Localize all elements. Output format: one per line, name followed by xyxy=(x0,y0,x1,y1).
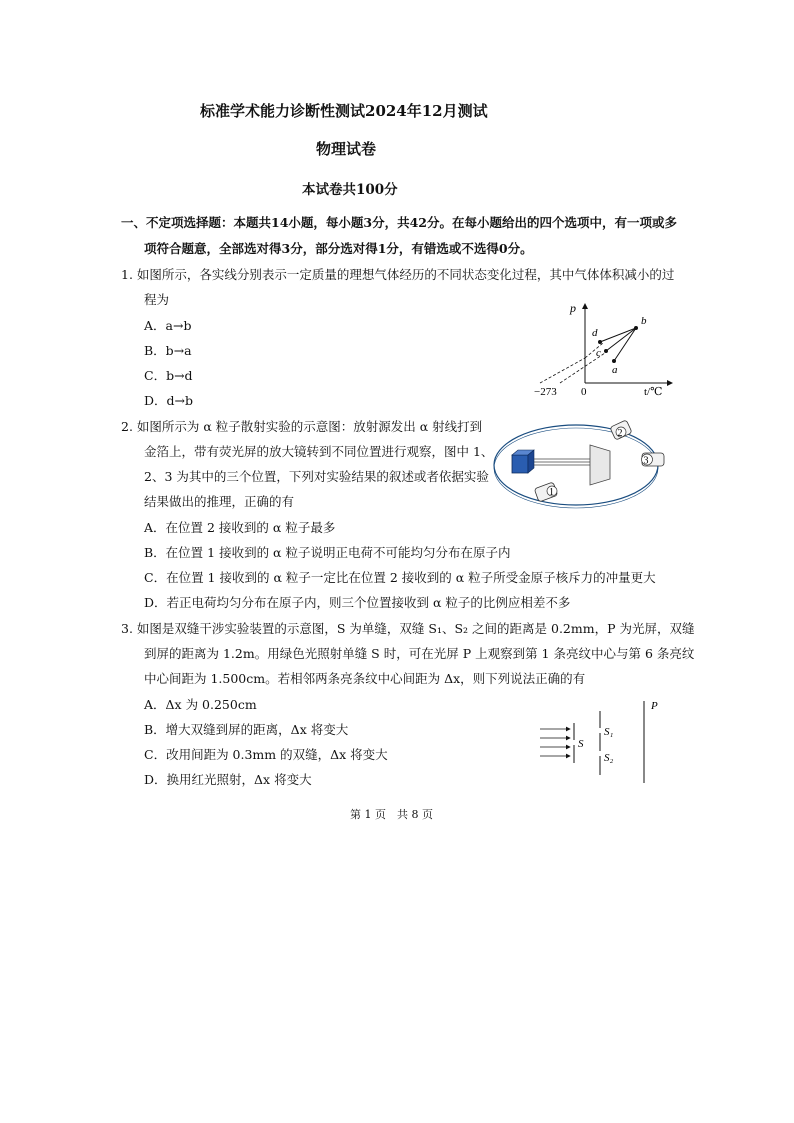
q1-option-c: C．b→d xyxy=(144,368,193,383)
q2-stem-line3: 2、3 为其中的三个位置，下列对实验结果的叙述或者依据实验 xyxy=(144,469,489,484)
q2-option-c: C．在位置 1 接收到的 α 粒子一定比在位置 2 接收到的 α 粒子所受金原子核斥力的冲量更大 xyxy=(144,570,656,585)
q2-option-b: B．在位置 1 接收到的 α 粒子说明正电荷不可能均匀分布在原子内 xyxy=(144,545,511,560)
label-c: c xyxy=(596,347,601,359)
q3-option-d: D．换用红光照射，Δx 将变大 xyxy=(144,772,312,787)
label-s1: S₁ xyxy=(604,726,614,738)
q1-stem-line1: 1. 如图所示，各实线分别表示一定质量的理想气体经历的不同状态变化过程，其中气体体积减小的过 xyxy=(121,267,675,282)
t-axis-label: t/℃ xyxy=(644,386,663,398)
origin-label: 0 xyxy=(581,386,587,398)
line-d-b xyxy=(600,328,636,342)
q3-stem-line1: 3. 如图是双缝干涉实验装置的示意图，S 为单缝，双缝 S₁、S₂ 之间的距离是 0.2mm，P 为光屏，双缝 xyxy=(121,621,695,636)
point-d xyxy=(598,340,602,344)
section-instructions-line2: 项符合题意，全部选对得3分，部分选对得1分，有错选或不选得0分。 xyxy=(144,241,533,256)
label-s2: S₂ xyxy=(604,752,614,764)
point-a xyxy=(612,359,616,363)
q3-option-c: C．改用间距为 0.3mm 的双缝，Δx 将变大 xyxy=(144,747,388,762)
q1-option-a: A．a→b xyxy=(144,318,192,333)
q3-stem-line2: 到屏的距离为 1.2m。用绿色光照射单缝 S 时，可在光屏 P 上观察到第 1 条亮纹中心与第 6 条亮纹 xyxy=(144,646,695,661)
q1-option-b: B．b→a xyxy=(144,343,192,358)
page-number: 第 1 页 共 8 页 xyxy=(350,808,433,821)
total-score: 本试卷共100分 xyxy=(302,182,398,198)
q2-alpha-scattering-diagram xyxy=(484,413,674,513)
q2-option-d: D．若正电荷均匀分布在原子内，则三个位置接收到 α 粒子的比例应相差不多 xyxy=(144,595,571,610)
q3-option-a: A．Δx 为 0.250cm xyxy=(144,697,257,712)
q3-double-slit-diagram xyxy=(536,697,666,787)
tick-minus-273: −273 xyxy=(534,386,557,398)
label-position-3: 3 xyxy=(643,455,649,467)
q2-stem-line1: 2. 如图所示为 α 粒子散射实验的示意图：放射源发出 α 射线打到 xyxy=(121,419,483,434)
label-d: d xyxy=(592,327,598,339)
point-c xyxy=(604,349,608,353)
section-instructions-line1: 一、不定项选择题：本题共14小题，每小题3分，共42分。在每小题给出的四个选项中，有一项或多 xyxy=(121,215,677,230)
line-a-b xyxy=(614,328,636,361)
q3-option-b: B．增大双缝到屏的距离，Δx 将变大 xyxy=(144,722,349,737)
label-s: S xyxy=(578,738,584,750)
label-b: b xyxy=(641,315,647,327)
q2-stem-line2: 金箔上，带有荧光屏的放大镜转到不同位置进行观察，图中 1、 xyxy=(144,444,494,459)
alpha-source xyxy=(512,455,528,473)
gold-foil xyxy=(590,445,610,485)
q1-stem-line2: 程为 xyxy=(144,292,170,307)
subject-title: 物理试卷 xyxy=(316,140,377,158)
label-position-2: 2 xyxy=(617,428,623,439)
label-position-1: 1 xyxy=(549,487,554,498)
label-a: a xyxy=(612,364,618,376)
exam-title: 标准学术能力诊断性测试2024年12月测试 xyxy=(200,102,488,120)
label-p: P xyxy=(651,700,658,712)
detector-3 xyxy=(642,453,665,467)
q1-option-d: D．d→b xyxy=(144,393,193,408)
q2-stem-line4: 结果做出的推理，正确的有 xyxy=(144,494,295,509)
q2-option-a: A．在位置 2 接收到的 α 粒子最多 xyxy=(144,520,336,535)
point-b xyxy=(634,326,638,330)
p-axis-label: p xyxy=(570,301,576,315)
q1-pt-diagram xyxy=(530,298,680,398)
line-c-b xyxy=(606,328,636,351)
detector-1 xyxy=(534,482,558,502)
q3-stem-line3: 中心间距为 1.500cm。若相邻两条亮条纹中心间距为 Δx，则下列说法正确的有 xyxy=(144,671,586,686)
